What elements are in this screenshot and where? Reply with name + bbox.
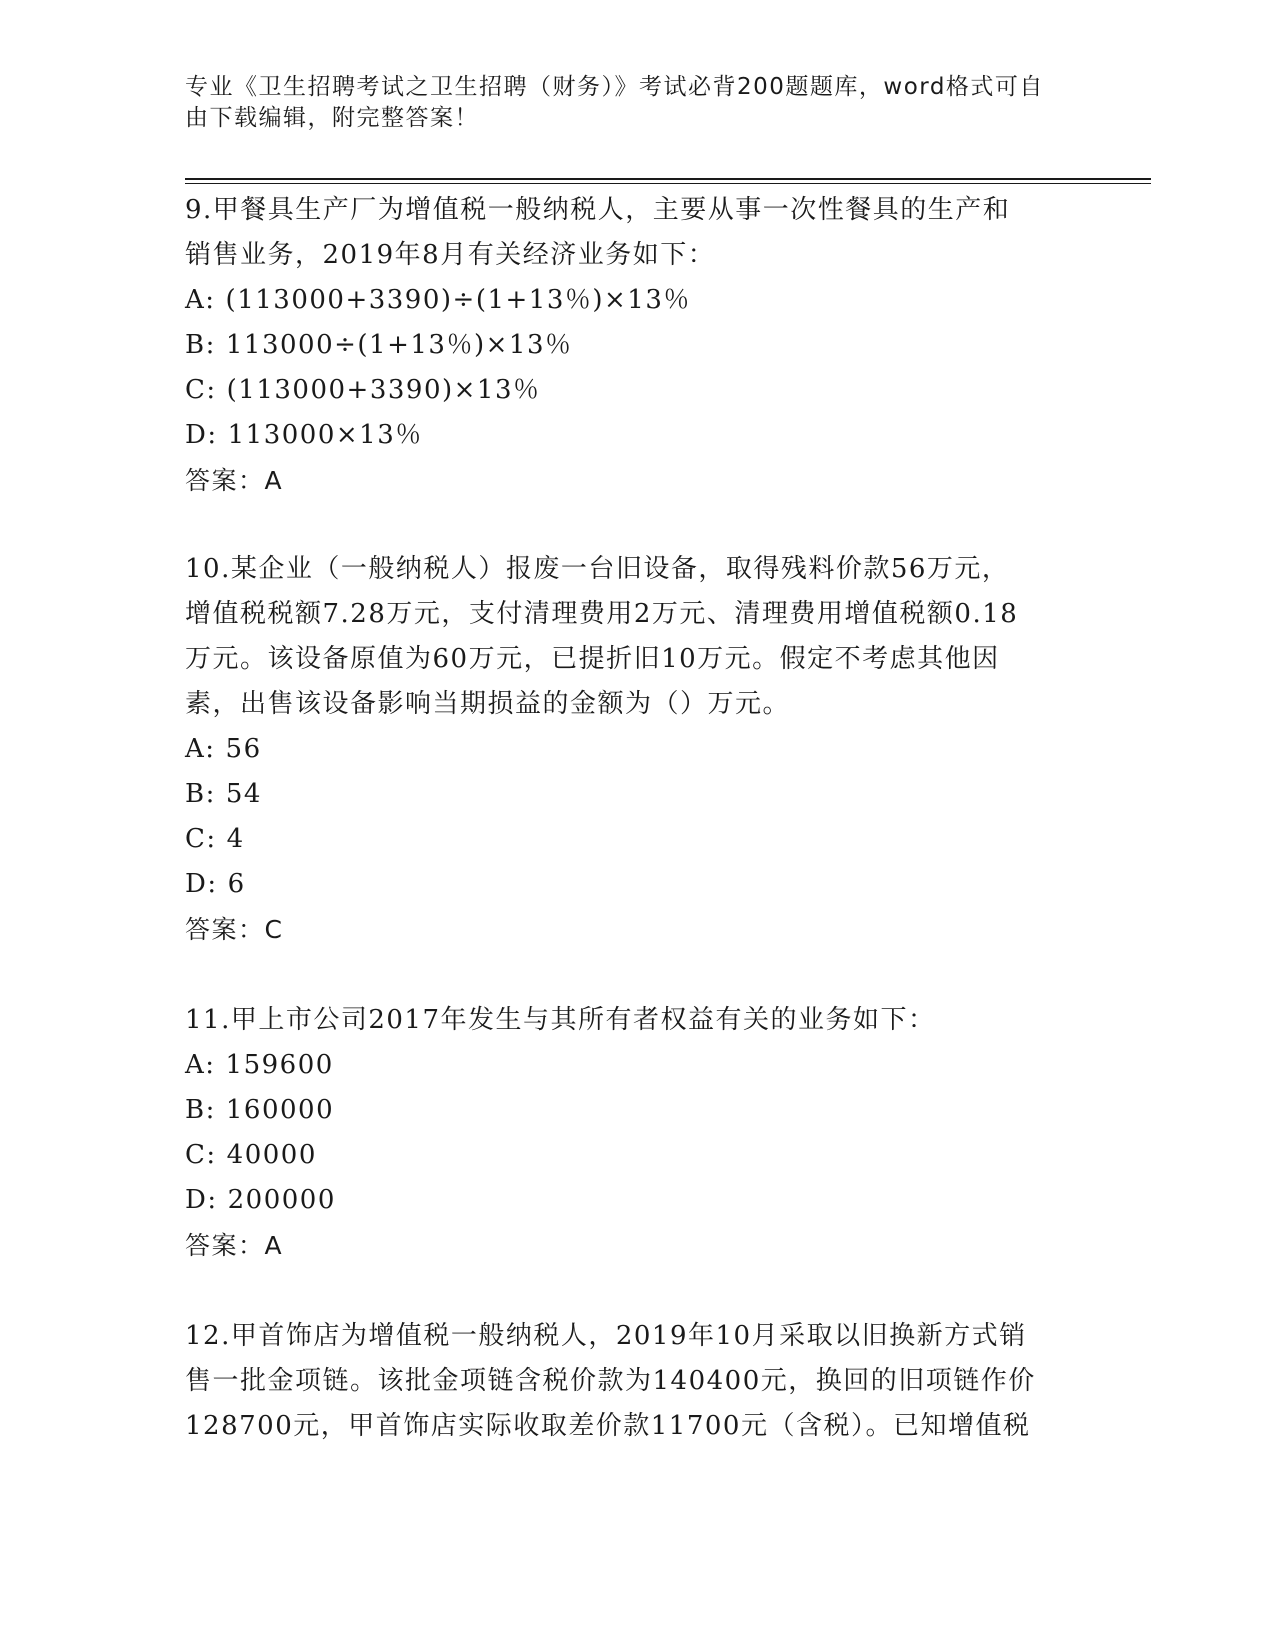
option-text: 113000÷(1+13％)×13％ bbox=[225, 330, 573, 360]
question-stem-line: 10.某企业（一般纳税人）报废一台旧设备，取得残料价款56万元， bbox=[185, 554, 1010, 584]
header-title-line-2: 由下载编辑，附完整答案！ bbox=[185, 105, 479, 131]
question-stem-line: 售一批金项链。该批金项链含税价款为140400元，换回的旧项链作价 bbox=[185, 1366, 1036, 1396]
option-d bbox=[185, 1178, 1085, 1223]
question-stem-line: 9.甲餐具生产厂为增值税一般纳税人，主要从事一次性餐具的生产和 bbox=[185, 195, 1011, 225]
option-b bbox=[185, 1088, 1085, 1133]
option-text: 159600 bbox=[225, 1050, 334, 1080]
option-text: 4 bbox=[226, 824, 245, 854]
question-stem-line: 11.甲上市公司2017年发生与其所有者权益有关的业务如下： bbox=[185, 1005, 936, 1035]
header-title-line-1: 专业《卫生招聘考试之卫生招聘（财务）》考试必背200题题库，word格式可自 bbox=[185, 74, 1044, 100]
option-letter: A: bbox=[185, 734, 216, 764]
answer: 答案：C bbox=[185, 915, 284, 944]
question-10 bbox=[185, 547, 1085, 952]
option-text: 6 bbox=[227, 869, 246, 899]
option-c bbox=[185, 817, 1085, 862]
question-stem-line: 12.甲首饰店为增值税一般纳税人，2019年10月采取以旧换新方式销 bbox=[185, 1321, 1027, 1351]
question-12 bbox=[185, 1314, 1085, 1449]
option-text: 54 bbox=[225, 779, 262, 809]
option-d bbox=[185, 413, 1085, 458]
option-a bbox=[185, 1043, 1085, 1088]
option-text: 113000×13％ bbox=[227, 420, 423, 450]
option-text: 40000 bbox=[226, 1140, 317, 1170]
question-9 bbox=[185, 188, 1085, 503]
header-divider-thin bbox=[185, 183, 1151, 184]
question-stem-line: 万元。该设备原值为60万元，已提折旧10万元。假定不考虑其他因 bbox=[185, 644, 1000, 674]
option-b bbox=[185, 772, 1085, 817]
option-c bbox=[185, 368, 1085, 413]
option-letter: D: bbox=[185, 1185, 218, 1215]
question-stem-line: 增值税税额7.28万元，支付清理费用2万元、清理费用增值税额0.18 bbox=[185, 599, 1019, 629]
answer: 答案：A bbox=[185, 466, 284, 495]
question-stem-line: 素，出售该设备影响当期损益的金额为（）万元。 bbox=[185, 689, 791, 719]
option-text: 56 bbox=[225, 734, 262, 764]
question-stem-line: 128700元，甲首饰店实际收取差价款11700元（含税）。已知增值税 bbox=[185, 1411, 1031, 1441]
option-text: (113000+3390)×13％ bbox=[226, 375, 541, 405]
option-letter: D: bbox=[185, 869, 218, 899]
option-a bbox=[185, 727, 1085, 772]
header-divider-thick bbox=[185, 178, 1151, 180]
document-header bbox=[185, 72, 1065, 134]
option-letter: C: bbox=[185, 375, 217, 405]
option-text: (113000+3390)÷(1+13％)×13％ bbox=[225, 285, 691, 315]
option-b bbox=[185, 323, 1085, 368]
option-letter: C: bbox=[185, 1140, 217, 1170]
option-d bbox=[185, 862, 1085, 907]
option-letter: B: bbox=[185, 330, 216, 360]
option-a bbox=[185, 278, 1085, 323]
question-stem-line: 销售业务，2019年8月有关经济业务如下： bbox=[185, 240, 716, 270]
question-11 bbox=[185, 998, 1085, 1268]
option-text: 200000 bbox=[227, 1185, 336, 1215]
answer: 答案：A bbox=[185, 1231, 284, 1260]
option-letter: A: bbox=[185, 1050, 216, 1080]
option-letter: B: bbox=[185, 779, 216, 809]
option-text: 160000 bbox=[225, 1095, 335, 1125]
option-c bbox=[185, 1133, 1085, 1178]
option-letter: C: bbox=[185, 824, 217, 854]
option-letter: B: bbox=[185, 1095, 216, 1125]
option-letter: D: bbox=[185, 420, 218, 450]
option-letter: A: bbox=[185, 285, 216, 315]
